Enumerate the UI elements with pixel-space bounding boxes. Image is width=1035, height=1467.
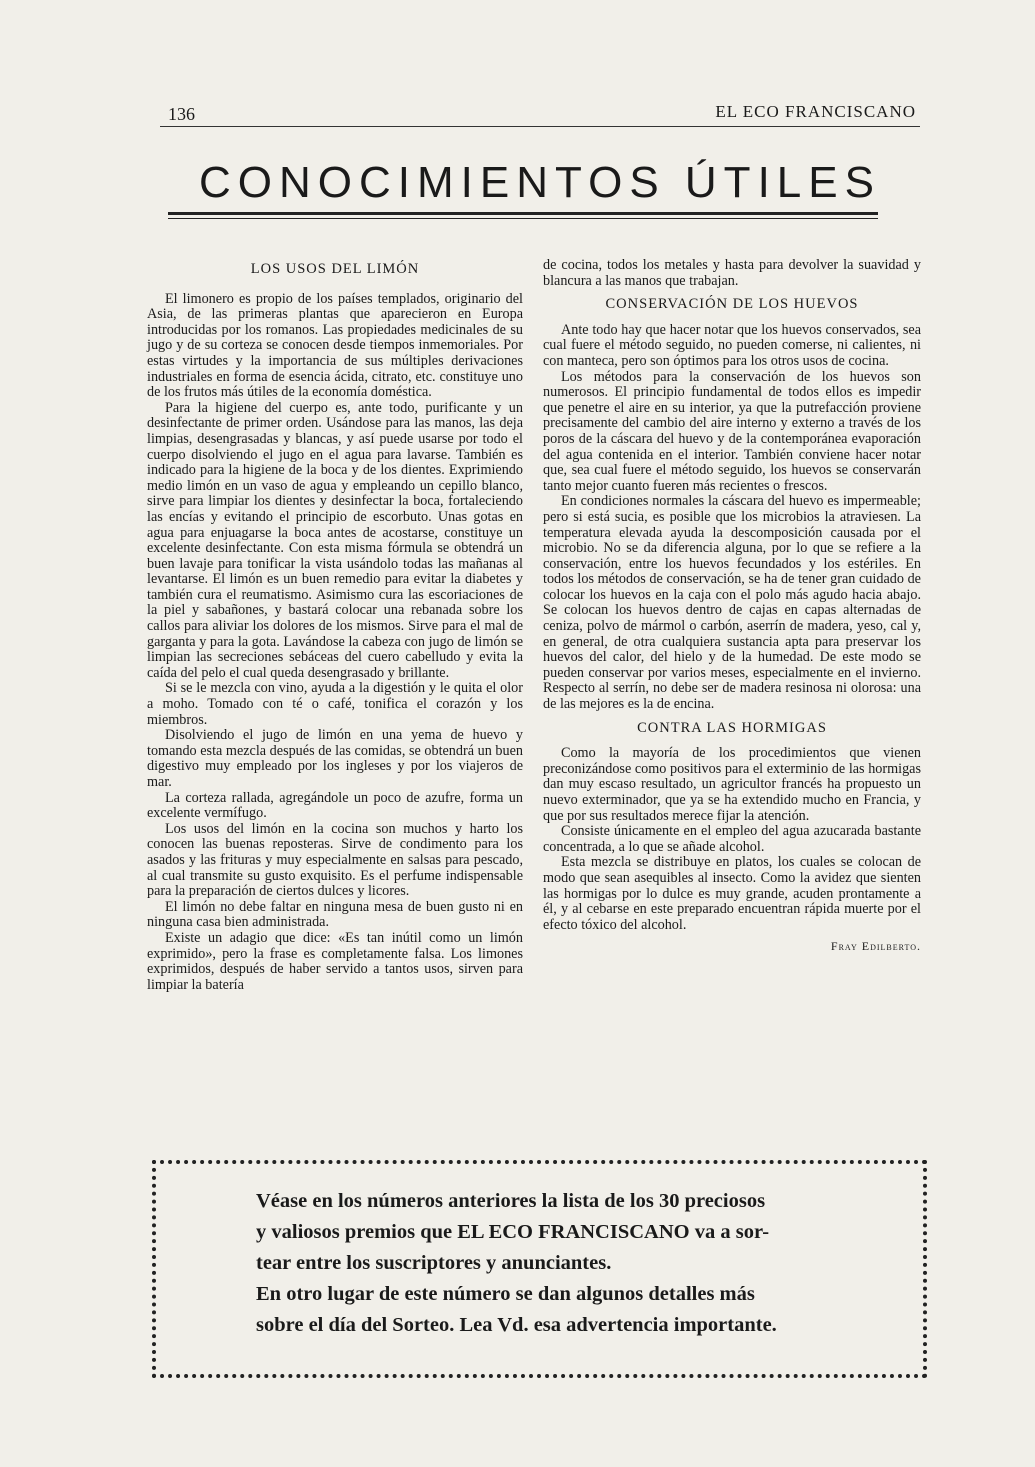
- notice-line: sobre el día del Sorteo. Lea Vd. esa advertencia importante.: [256, 1314, 777, 1336]
- paragraph: Como la mayoría de los procedimientos que vienen preconizándose como positivos para el exterminio de las hormigas dan muy escaso resultado, un agricultor francés ha propuesto un nuevo exterminador, que ya se ha extendido mucho en Francia, y que por sus resultados merece fijar la atención.: [543, 745, 921, 824]
- paragraph: Ante todo hay que hacer notar que los huevos conservados, sea cual fuere el método seguido, no pueden comerse, ni calientes, ni con manteca, pero son óptimos para los otros usos de cocina.: [543, 321, 921, 369]
- section-title-huevos: CONSERVACIÓN DE LOS HUEVOS: [605, 296, 859, 313]
- title-rule-thick: [168, 212, 878, 215]
- paragraph: Disolviendo el jugo de limón en una yema de huevo y tomando esta mezcla después de las comidas, se obtendrá un buen digestivo muy empleado por los ingleses y por los viajeros de mar.: [147, 727, 523, 790]
- notice-text: [256, 1186, 898, 1341]
- paragraph: El limón no debe faltar en ninguna mesa de buen gusto ni en ninguna casa bien administrada.: [147, 898, 523, 931]
- paragraph: Existe un adagio que dice: «Es tan inútil como un limón exprimido», pero la frase es completamente falsa. Los limones exprimidos, después de haber servido a tantos usos, sirven para limpiar la batería: [147, 929, 523, 993]
- notice-line: tear entre los suscriptores y anunciantes.: [256, 1252, 612, 1274]
- section-title-limon: LOS USOS DEL LIMÓN: [250, 261, 420, 277]
- paragraph: Esta mezcla se distribuye en platos, los cuales se colocan de modo que sean asequibles al insecto. Como la avidez que sienten las hormigas por lo dulce es muy grande, acuden prontamente a él, y al cebarse en este preparado encuentran rápida muerte por el efecto tóxico del alcohol.: [543, 854, 921, 933]
- author-signature: Fray Edilberto.: [830, 939, 921, 954]
- paragraph: Para la higiene del cuerpo es, ante todo, purificante y un desinfectante de primer orden. Usándose para las manos, las deja limpias, desengrasadas y blancas, y así puede usarse por todo el cuerpo disolviendo el jugo en el agua para lavarse. También es indicado para la higiene de la boca y de los dientes. Exprimiendo medio limón en un vaso de agua y empleando un cepillo blanco, sirve para limpiar los dientes y desinfectar la boca, fortaleciendo las encías y evitando el principio de escorbuto. Unas gotas en agua para enjuagarse la boca antes de acostarse, constituye un excelente desinfectante. Con esta misma fórmula se obtendrá un buen lavaje para tonificar la vista usándolo todas las mañanas al levantarse. El limón es un buen remedio para evitar la diabetes y también cura el reumatismo. Asimismo cura las escoriaciones de la piel y sabañones, y bastará colocar una rebanada sobre los callos para aliviar los dolores de los mismos. Sirve para el mal de garganta y para la gota. Lavándose la cabeza con jugo de limón se limpian las secreciones sebáceas del cuero cabelludo y evita la caída del pelo el cual queda desengrasado y brillante.: [147, 399, 523, 681]
- right-column: [543, 258, 921, 955]
- section-title-hormigas: CONTRA LAS HORMIGAS: [637, 719, 827, 736]
- paragraph: Los usos del limón en la cocina son muchos y harto los conocen las buenas reposteras. Sirve de condimento para los asados y las frituras y muy especialmente en salsas para pescado, al cual transmite su gusto exquisito. Es el perfume indispensable para la preparación de ciertos dulces y licores.: [147, 820, 523, 900]
- notice-line: y valiosos premios que EL ECO FRANCISCANO va a sor-: [256, 1221, 770, 1243]
- paragraph: Los métodos para la conservación de los huevos son numerosos. El principio fundamental de todos ellos es impedir que penetre el aire en su interior, ya que la putrefacción proviene precisamente del cambio del aire interno y externo a través de los poros de la cáscara del huevo y de la contemporánea evaporación del agua contenida en el interior. También conviene hacer notar que, sea cual fuere el método seguido, los huevos se conservarán tanto mejor cuanto fueren más recientes o frescos.: [543, 368, 921, 494]
- notice-line: Véase en los números anteriores la lista de los 30 preciosos: [256, 1190, 766, 1212]
- page-header: [160, 100, 920, 127]
- paragraph: La corteza rallada, agregándole un poco de azufre, forma un excelente vermífugo.: [147, 789, 523, 822]
- paragraph: Si se le mezcla con vino, ayuda a la digestión y le quita el olor a moho. Tomado con té o café, tonifica el corazón y los miembros.: [147, 680, 523, 728]
- title-rule-thin: [168, 218, 878, 219]
- left-column: [147, 258, 523, 993]
- paragraph: Consiste únicamente en el empleo del agua azucarada bastante concentrada, a lo que se añade alcohol.: [543, 823, 921, 855]
- notice-box: [152, 1160, 927, 1378]
- paragraph: El limonero es propio de los países templados, originario del Asia, de las primeras plantas que aparecieron en Europa introducidas por los romanos. Las propiedades medicinales de su jugo y de su corteza se conocen desde tiempos inmemoriales. Por estas virtudes y la importancia de sus múltiples derivaciones industriales en forma de esencia ácida, citrato, etc. constituye uno de los frutos más útiles de la economía doméstica.: [147, 290, 523, 401]
- notice-line: En otro lugar de este número se dan algunos detalles más: [256, 1283, 755, 1305]
- article-title: CONOCIMIENTOS ÚTILES: [199, 158, 881, 207]
- magazine-name: EL ECO FRANCISCANO: [715, 102, 916, 121]
- paragraph-continuation: de cocina, todos los metales y hasta para devolver la suavidad y blancura a las manos que trabajan.: [543, 257, 921, 289]
- paragraph: En condiciones normales la cáscara del huevo es impermeable; pero si está sucia, es posible que los microbios la atraviesen. La temperatura elevada ayuda la descomposición causada por el microbio. No se da diferencia alguna, por lo que se refiere a la conservación, entre los huevos fecundados y los estériles. En todos los métodos de conservación, se ha de tener gran cuidado de colocar los huevos en la caja con el polo más agudo hacia abajo. Se colocan los huevos dentro de cajas en capas alternadas de ceniza, polvo de mármol o carbón, aserrín de madera, yeso, cal y, en general, de otra cualquiera sustancia apta para preservar los huevos del calor, del hielo y de la humedad. De este modo se pueden conservar por varios meses, especialmente en el invierno. Respecto al serrín, no debe ser de madera resinosa ni olorosa: una de las mejores es la de encina.: [543, 493, 921, 713]
- page-number: 136: [168, 104, 195, 124]
